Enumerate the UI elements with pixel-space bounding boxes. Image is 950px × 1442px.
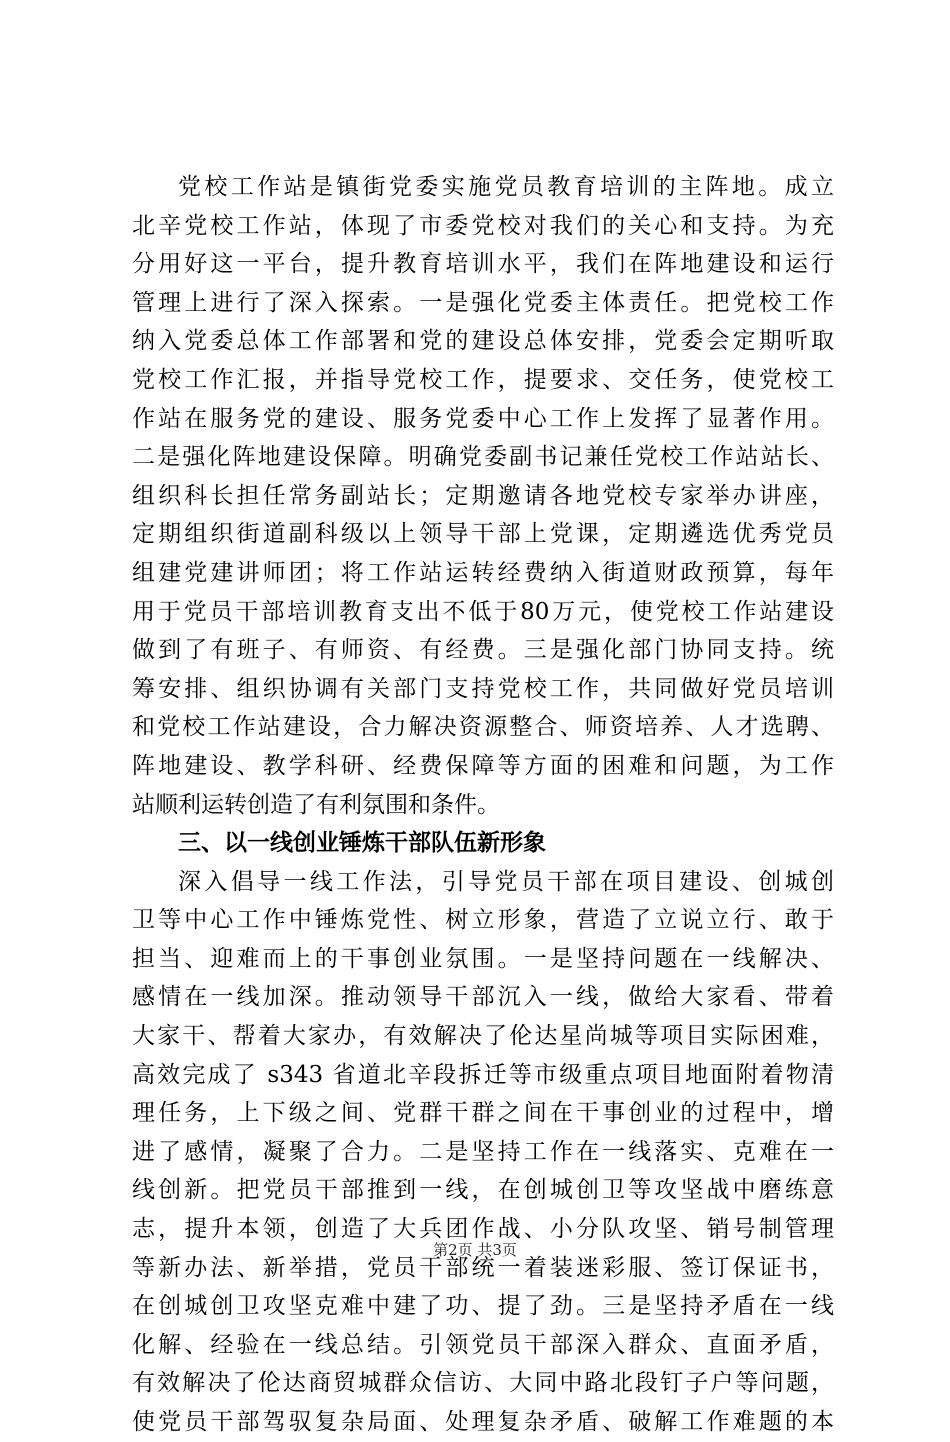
paragraph-line: 高效完成了 s343 省道北辛段拆迁等市级重点项目地面附着物清 [132, 1061, 834, 1088]
paragraph-line: 等新办法、新举措，党员干部统一着装迷彩服、签订保证书， [132, 1254, 834, 1281]
paragraph-line: 站顺利运转创造了有利氛围和条件。 [132, 791, 500, 818]
paragraph-line: 作站在服务党的建设、服务党委中心工作上发挥了显著作用。 [132, 405, 834, 432]
paragraph-line: 化解、经验在一线总结。引领党员干部深入群众、直面矛盾， [132, 1331, 834, 1358]
paragraph-line: 和党校工作站建设，合力解决资源整合、师资培养、人才选聘、 [132, 714, 834, 741]
paragraph-line: 管理上进行了深入探索。一是强化党委主体责任。把党校工作 [132, 289, 834, 316]
paragraph-line: 使党员干部驾驭复杂局面、处理复杂矛盾、破解工作难题的本 [132, 1409, 834, 1435]
paragraph-line: 阵地建设、教学科研、经费保障等方面的困难和问题，为工作 [132, 752, 834, 779]
paragraph-line: 党校工作站是镇街党委实施党员教育培训的主阵地。成立 [178, 174, 834, 200]
paragraph-line: 深入倡导一线工作法，引导党员干部在项目建设、创城创 [178, 868, 834, 895]
paragraph-line: 定期组织街道副科级以上领导干部上党课，定期遴选优秀党员 [132, 521, 834, 548]
paragraph-line: 纳入党委总体工作部署和党的建设总体安排，党委会定期听取 [132, 328, 834, 355]
paragraph-line: 线创新。把党员干部推到一线，在创城创卫等攻坚战中磨练意 [132, 1177, 834, 1204]
paragraph-line: 大家干、帮着大家办，有效解决了伦达星尚城等项目实际困难， [132, 1023, 834, 1050]
paragraph-line: 组织科长担任常务副站长；定期邀请各地党校专家举办讲座， [132, 482, 834, 509]
paragraph-line: 志，提升本领，创造了大兵团作战、小分队攻坚、销号制管理 [132, 1216, 834, 1243]
paragraph-line: 感情在一线加深。推动领导干部沉入一线，做给大家看、带着 [132, 984, 834, 1011]
section-heading: 三、以一线创业锤炼干部队伍新形象 [178, 830, 546, 857]
paragraph-line: 组建党建讲师团；将工作站运转经费纳入街道财政预算，每年 [132, 559, 834, 586]
paragraph-line: 理任务，上下级之间、党群干群之间在干事创业的过程中，增 [132, 1100, 834, 1127]
paragraph-line: 用于党员干部培训教育支出不低于80万元，使党校工作站建设 [132, 598, 834, 625]
page-footer [0, 1240, 950, 1260]
paragraph-line: 北辛党校工作站，体现了市委党校对我们的关心和支持。为充 [132, 212, 834, 239]
paragraph-line: 在创城创卫攻坚克难中建了功、提了劲。三是坚持矛盾在一线 [132, 1293, 834, 1320]
paragraph-line: 分用好这一平台，提升教育培训水平，我们在阵地建设和运行 [132, 251, 834, 278]
page-number-label: 第2页 共3页 [433, 1241, 517, 1259]
paragraph-line: 担当、迎难而上的干事创业氛围。一是坚持问题在一线解决、 [132, 945, 834, 972]
paragraph-line: 二是强化阵地建设保障。明确党委副书记兼任党校工作站站长、 [132, 444, 834, 471]
paragraph-line: 卫等中心工作中锤炼党性、树立形象，营造了立说立行、敢于 [132, 907, 834, 934]
paragraph-line: 筹安排、组织协调有关部门支持党校工作，共同做好党员培训 [132, 675, 834, 702]
paragraph-line: 做到了有班子、有师资、有经费。三是强化部门协同支持。统 [132, 637, 834, 664]
paragraph-line: 有效解决了伦达商贸城群众信访、大同中路北段钉子户等问题， [132, 1370, 834, 1397]
paragraph-line: 党校工作汇报，并指导党校工作，提要求、交任务，使党校工 [132, 366, 834, 393]
paragraph-line: 进了感情，凝聚了合力。二是坚持工作在一线落实、克难在一 [132, 1138, 834, 1165]
